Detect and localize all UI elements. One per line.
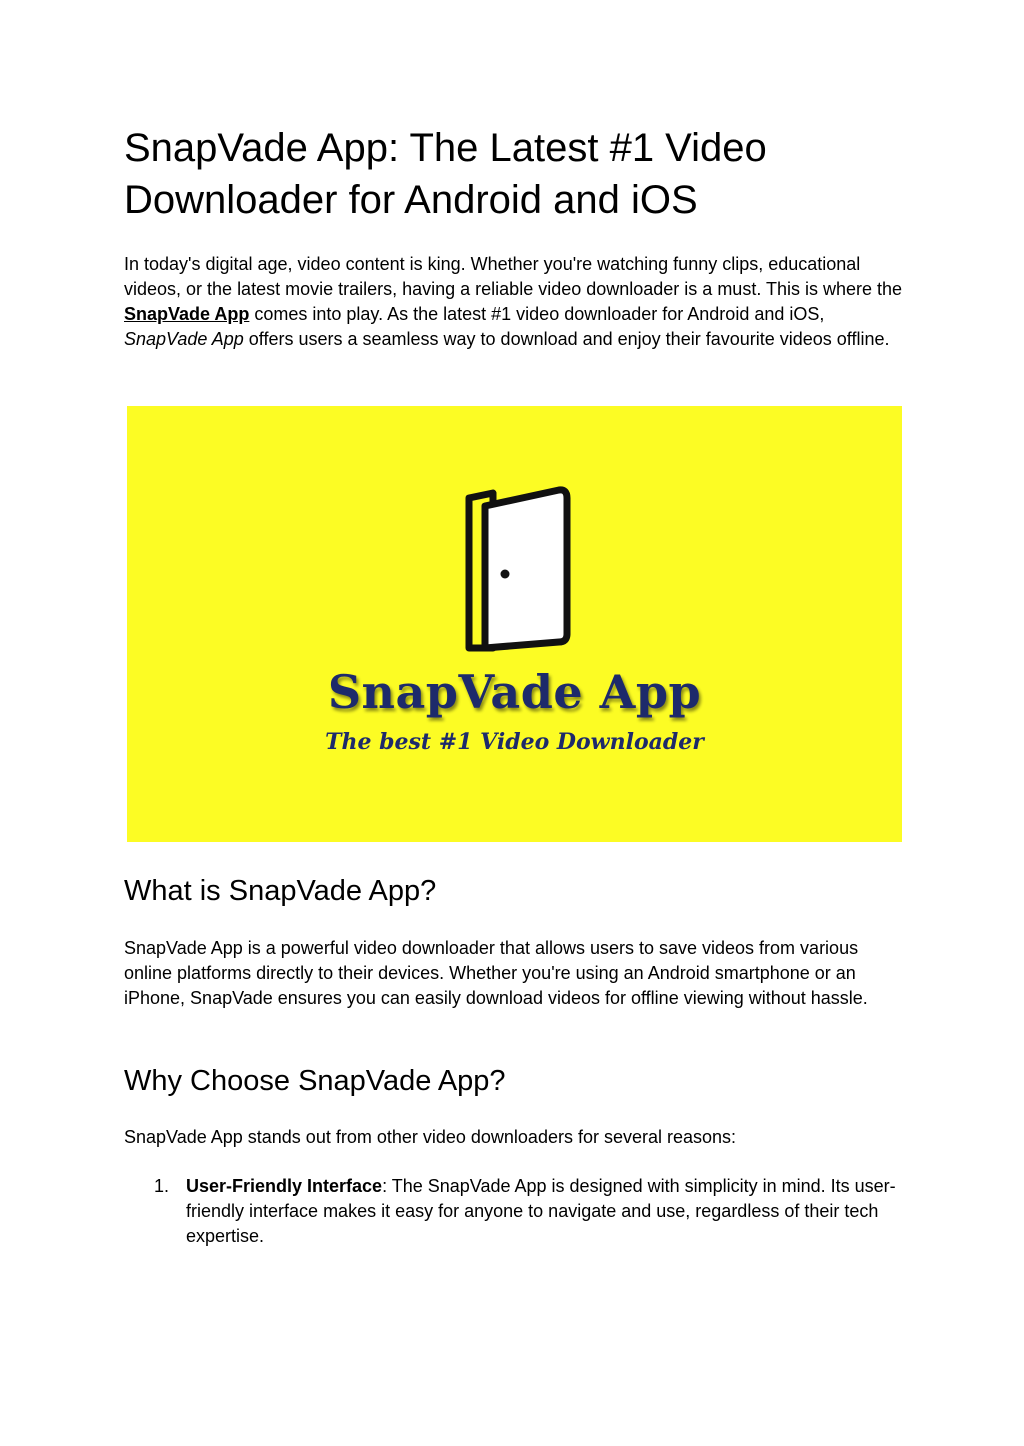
section-heading-why: Why Choose SnapVade App? <box>124 1065 506 1097</box>
intro-text-2: comes into play. As the latest #1 video downloader for Android and iOS, <box>249 304 825 324</box>
list-item <box>124 1174 904 1249</box>
section-what-body: SnapVade App is a powerful video downloader that allows users to save videos from various online platforms directly to their devices. Whether you're using an Android smartphone or an iPhone, SnapVade ensures you can easily download videos for offline viewing without hassle. <box>124 938 868 1008</box>
page-title: SnapVade App: The Latest #1 Video Downloader for Android and iOS <box>124 126 767 222</box>
door-icon <box>455 484 575 656</box>
intro-text-1: In today's digital age, video content is king. Whether you're watching funny clips, educational videos, or the latest movie trailers, having a reliable video downloader is a must. This is where the <box>124 254 903 299</box>
section-why-body: SnapVade App stands out from other video downloaders for several reasons: <box>124 1127 737 1147</box>
list-item-text: : The SnapVade App is designed with simplicity in mind. Its user-friendly interface makes it easy for anyone to navigate and use, regardless of their tech expertise. <box>186 1176 896 1246</box>
reasons-list <box>124 1174 904 1249</box>
intro-italic-name: SnapVade App <box>124 329 244 349</box>
intro-text-3: offers users a seamless way to download and enjoy their favourite videos offline. <box>243 329 890 349</box>
list-item-label: User-Friendly Interface <box>186 1176 383 1196</box>
section-heading-what: What is SnapVade App? <box>124 875 437 907</box>
snapvade-app-link[interactable]: SnapVade App <box>124 304 250 324</box>
intro-paragraph <box>124 252 904 352</box>
banner-brand-name: SnapVade App <box>327 665 702 719</box>
snapvade-banner-image <box>127 406 902 842</box>
banner-tagline: The best #1 Video Downloader <box>325 729 704 755</box>
list-item-number: 1. <box>154 1176 170 1196</box>
